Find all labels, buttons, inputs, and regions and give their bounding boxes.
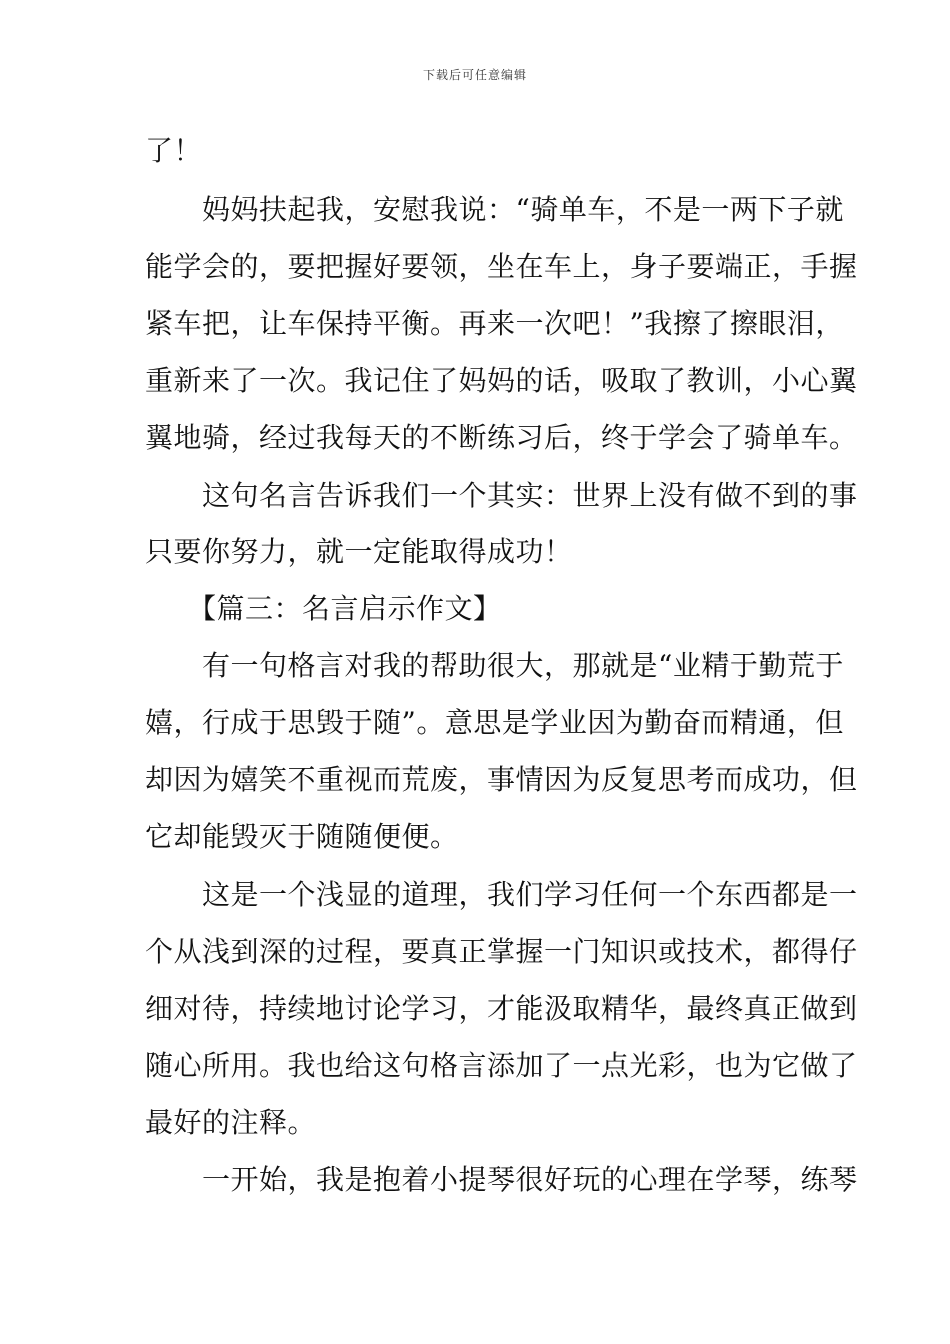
text-line: 最好的注释。 — [145, 1106, 317, 1139]
text-line: 一开始，我是抱着小提琴很好玩的心理在学琴，练琴 — [145, 1163, 858, 1196]
text-line: 重新来了一次。我记住了妈妈的话，吸取了教训，小心翼 — [145, 364, 858, 397]
text-line: 这句名言告诉我们一个其实：世界上没有做不到的事 — [145, 479, 858, 512]
text-line: 紧车把，让车保持平衡。再来一次吧！”我擦了擦眼泪， — [145, 307, 844, 340]
section-heading: 【篇三：名言启示作文】 — [145, 592, 502, 625]
text-line: 妈妈扶起我，安慰我说：“骑单车，不是一两下子就 — [145, 193, 844, 226]
text-line: 能学会的，要把握好要领，坐在车上，身子要端正，手握 — [145, 250, 858, 283]
text-line: 了！ — [145, 134, 203, 167]
text-line: 个从浅到深的过程，要真正掌握一门知识或技术，都得仔 — [145, 935, 858, 968]
text-line: 却因为嬉笑不重视而荒废，事情因为反复思考而成功，但 — [145, 763, 858, 796]
text-line: 随心所用。我也给这句格言添加了一点光彩，也为它做了 — [145, 1049, 858, 1082]
text-line: 有一句格言对我的帮助很大，那就是“业精于勤荒于 — [145, 649, 844, 682]
text-line: 细对待，持续地讨论学习，才能汲取精华，最终真正做到 — [145, 992, 858, 1025]
text-line: 只要你努力，就一定能取得成功！ — [145, 535, 573, 568]
text-line: 嬉，行成于思毁于随”。意思是学业因为勤奋而精通，但 — [145, 706, 844, 739]
text-line: 它却能毁灭于随随便便。 — [145, 820, 459, 853]
text-line: 这是一个浅显的道理，我们学习任何一个东西都是一 — [145, 878, 858, 911]
page-header: 下载后可任意编辑 — [422, 68, 527, 82]
text-line: 翼地骑，经过我每天的不断练习后，终于学会了骑单车。 — [145, 421, 858, 454]
